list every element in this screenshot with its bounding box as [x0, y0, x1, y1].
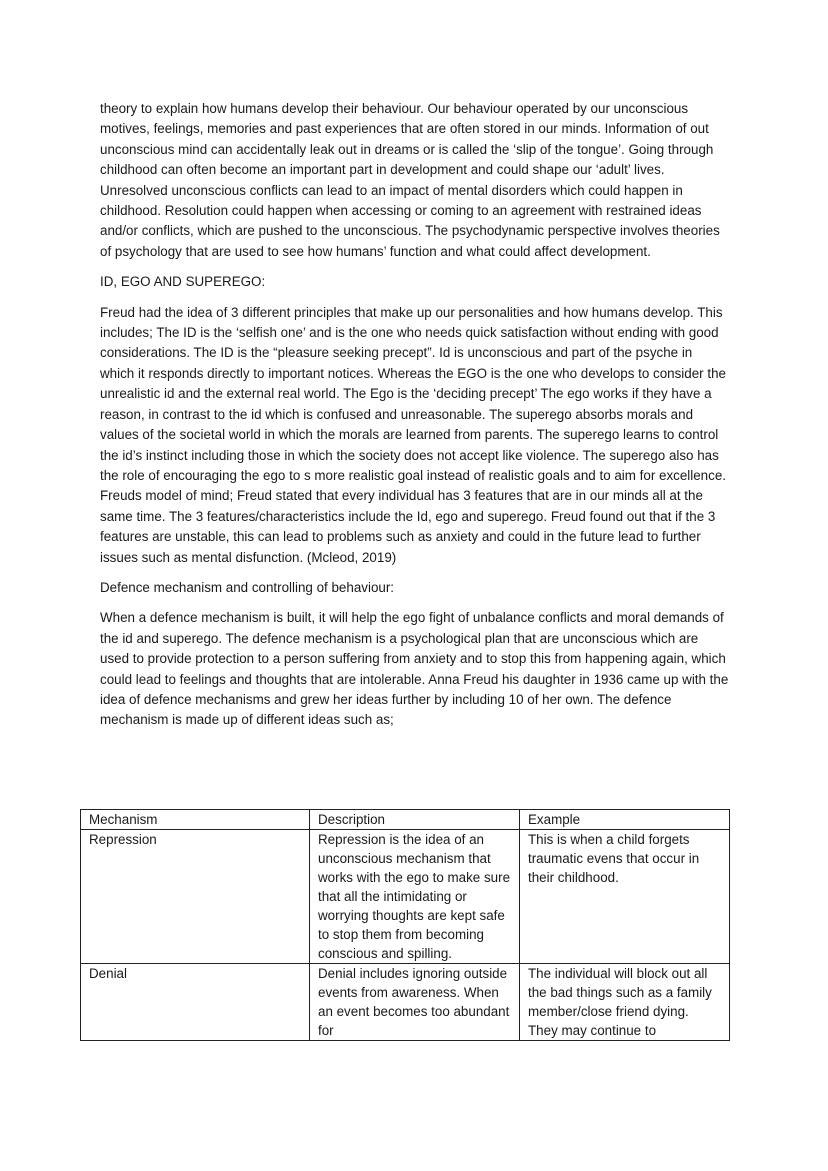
intro-paragraph: theory to explain how humans develop their behaviour. Our behaviour operated by our unconscious motives, feelings, memories and past experiences that are often stored in our minds. Information of out unconscious mind can accidentally leak out in dreams or is called the ‘slip of the tongue’. Going through childhood can often become an important part in development and could shape our ‘adult’ lives. Unresolved unconscious conflicts can lead to an impact of mental disorders which could happen in childhood. Resolution could happen when accessing or coming to an agreement with restrained ideas and/or conflicts, which are pushed to the unconscious. The psychodynamic perspective involves theories of psychology that are used to see how humans’ function and what could affect development.	[100, 101, 720, 259]
header-mechanism: Mechanism	[81, 810, 310, 830]
header-description: Description	[310, 810, 520, 830]
section-heading-defence: Defence mechanism and controlling of behaviour:	[100, 579, 395, 595]
example-cell: The individual will block out all the bad things such as a family member/close friend dying. They may continue to	[520, 964, 730, 1041]
table-header-row	[81, 810, 730, 830]
section-heading-id-ego-superego: ID, EGO AND SUPEREGO:	[100, 274, 266, 290]
mechanism-cell: Denial	[81, 964, 310, 1041]
document-body	[100, 99, 730, 739]
description-cell: Repression is the idea of an unconscious mechanism that works with the ego to make sure that all the intimidating or worrying thoughts are kept safe to stop them from becoming conscious and spilling.	[310, 830, 520, 964]
defence-paragraph: When a defence mechanism is built, it will help the ego fight of unbalance conflicts and moral demands of the id and superego. The defence mechanism is a psychological plan that are unconscious which are used to provide protection to a person suffering from anxiety and to stop this from happening again, which could lead to feelings and thoughts that are intolerable. Anna Freud his daughter in 1936 came up with the idea of defence mechanisms and grew her ideas further by including 10 of her own. The defence mechanism is made up of different ideas such as;	[100, 610, 729, 728]
header-example: Example	[520, 810, 730, 830]
example-cell: This is when a child forgets traumatic evens that occur in their childhood.	[520, 830, 730, 964]
id-ego-paragraph: Freud had the idea of 3 different principles that make up our personalities and how humans develop. This includes; The ID is the ‘selfish one’ and is the one who needs quick satisfaction without ending with good considerations. The ID is the “pleasure seeking precept”. Id is unconscious and part of the psyche in which it responds directly to important notices. Whereas the EGO is the one who develops to consider the unrealistic id and the external real world. The Ego is the ‘deciding precept’ The ego works if they have a reason, in contrast to the id which is confused and unreasonable. The superego absorbs morals and values of the societal world in which the morals are learned from parents. The superego learns to control the id’s instinct including those in which the society does not accept like violence. The superego also has the role of encouraging the ego to s more realistic goal instead of realistic goals and to aim for excellence. Freuds model of mind; Freud stated that every individual has 3 features that are in our minds all at the same time. The 3 features/characteristics include the Id, ego and superego. Freud found out that if the 3 features are unstable, this can lead to problems such as anxiety and could in the future lead to further issues such as mental disfunction. (Mcleod, 2019)	[100, 304, 726, 565]
table-row	[81, 964, 730, 1041]
defence-mechanism-table	[80, 809, 730, 1041]
mechanism-cell: Repression	[81, 830, 310, 964]
table-row	[81, 830, 730, 964]
description-cell: Denial includes ignoring outside events from awareness. When an event becomes too abundant for	[310, 964, 520, 1041]
